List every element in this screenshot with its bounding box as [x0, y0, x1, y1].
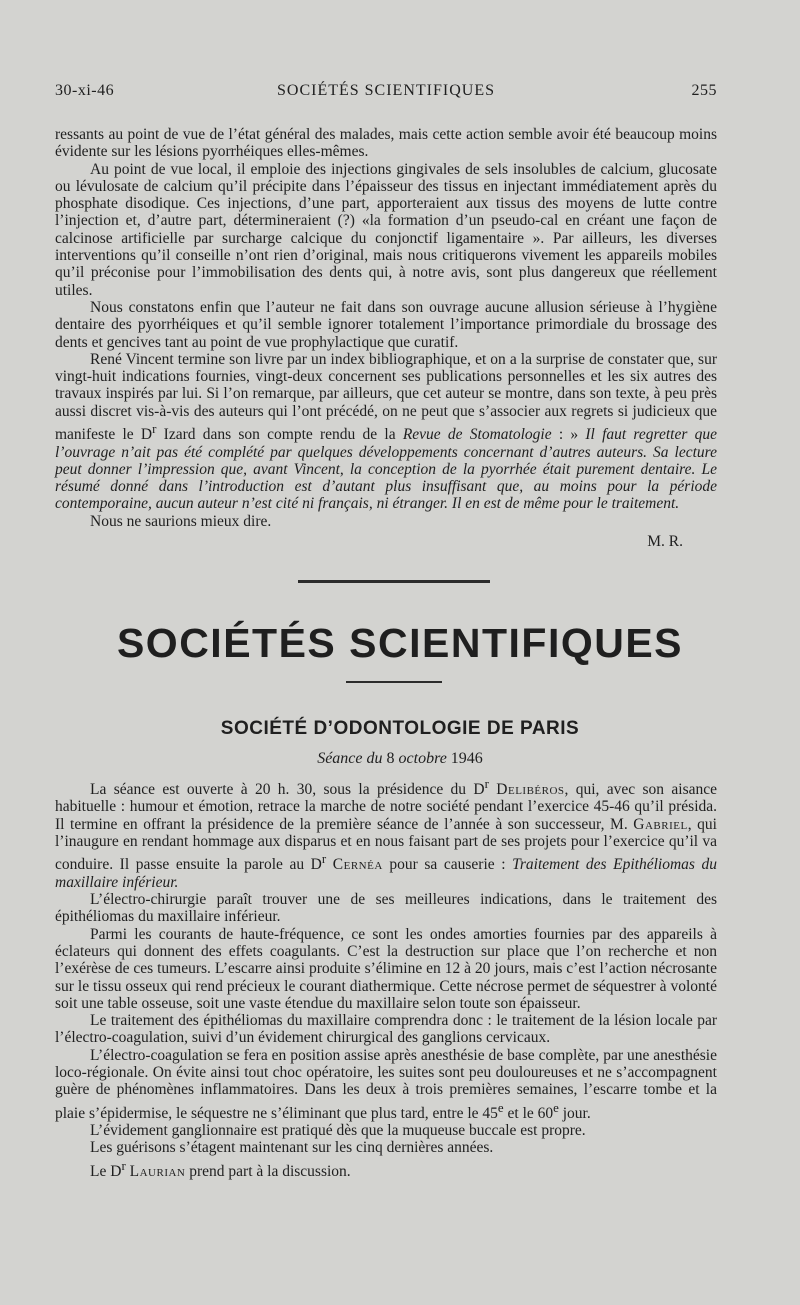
- session-paragraph: Parmi les courants de haute-fréquence, ce sont les ondes amorties fournies par des appareils à éclateurs qui donnent des effets coagulants. C’est la destruction sur place que l’on recherche et non l’exérèse de ces tumeurs. L’escarre ainsi produite s’élimine en 12 à 20 jours, mais c’est l’action nécrosante sur le tissu osseux qui rend précieux le courant diathermique. Cette nécrose permet de séquestrer à volonté soit une table osseuse, soit une vaste étendue du maxillaire selon toute son épaisseur.: [55, 925, 717, 1012]
- review-signature: M. R.: [647, 532, 683, 550]
- text-run: L’électro-coagulation se fera en position assise après anesthésie de base complète, par une anesthésie loco-régionale. On évite ainsi tout choc opératoire, les suites sont peu douloureuses et ne s’accompagnent guère de phénomènes inflammatoires. Dans les deux à trois premières semaines, l’escarre tombe et la plaie s’épidermise, le séquestre ne s’éliminant que plus tard, entre le 45: [55, 1046, 717, 1122]
- session-year: 1946: [450, 750, 483, 767]
- person-name: Delibéros: [496, 781, 565, 799]
- superscript: r: [484, 776, 489, 791]
- review-paragraph: [55, 351, 717, 513]
- session-paragraph: [55, 1157, 717, 1180]
- section-divider: [298, 580, 490, 583]
- book-review: [55, 126, 717, 550]
- person-name: Laurian: [129, 1162, 186, 1180]
- session-date: [0, 750, 800, 768]
- session-day: 8: [386, 750, 395, 767]
- page-number: 255: [691, 82, 717, 99]
- text-run: , qui, avec son aisance habituelle : humour et émotion, retrace la marche de notre société pendant l’exercice 45-46 qu’il présida. Il termine en offrant la présidence de la première séance de l’année à son successeur, M.: [55, 781, 718, 833]
- session-label: Séance du: [317, 750, 383, 767]
- session-paragraph: L’évidement ganglionnaire est pratiqué dès que la muqueuse buccale est propre.: [90, 1122, 586, 1140]
- session-report: [55, 775, 717, 1180]
- session-paragraph: [55, 1047, 717, 1122]
- superscript: r: [152, 421, 157, 437]
- title-abbrev: D: [473, 781, 485, 799]
- review-paragraph: Au point de vue local, il emploie des injections gingivales de sels insolubles de calcium, glucosate ou lévulosate de calcium qu’il précipite dans l’épaisseur des tissus en injectant immédiatement après du phosphate disodique. Ces injections, d’une part, apporteraient aux tissus des moyens de lutte contre l’injection et, d’autre part, détermineraient (?) «la formation d’un pseudo-cal en créant une façon de calcinose artificielle par surcharge calcique du conjonctif ligamentaire ». Par ailleurs, les diverses interventions qu’il conseille n’ont rien d’original, mais nous critiquerons vivement les appareils mobiles qu’il préconise pour l’immobilisation des dents qui, à notre avis, sont plus dangereux que réellement utiles.: [55, 160, 717, 299]
- quotation: Il faut regretter que l’ouvrage n’ait pas été complété par quelques développements concernant d’autres auteurs. Sa lecture peut donner l’impression que, avant Vincent, la conception de la pyorrhée était purement dentaire. Le résumé donné dans l’introduction est d’autant plus insuffisant que, au moins pour la période contemporaine, aucun auteur n’est cité ni français, ni étranger. Il en est de même pour le traitement.: [55, 426, 717, 513]
- text-run: prend part à la discussion.: [185, 1162, 351, 1180]
- text-run: , qui l’inaugure en rendant hommage aux disparus et en nous faisant part de ses projets pour l’exercice qu’il va conduire. Il passe ensuite la parole au: [55, 815, 717, 874]
- superscript: e: [497, 1099, 504, 1115]
- running-title: SOCIÉTÉS SCIENTIFIQUES: [276, 82, 495, 99]
- review-paragraph: ressants au point de vue de l’état général des malades, mais cette action semble avoir été beaucoup moins évidente sur les lésions pyorrhéiques elles-mêmes.: [55, 126, 717, 161]
- text-run: René Vincent termine son livre par un index bibliographique, et on a la surprise de constater que, sur vingt-huit indications fournies, vingt-deux concernent ses publications personnelles et les six autres des travaux inspirés par lui. Si l’on remarque, par ailleurs, que cet auteur se montre, dans son texte, à peu près aussi discret vis-à-vis des auteurs qui l’ont précédé, on ne peut que s’associer aux regrets si judicieux que manifeste le: [55, 350, 717, 444]
- section-title: SOCIÉTÉS SCIENTIFIQUES: [116, 620, 684, 666]
- text-run: pour sa causerie :: [382, 856, 513, 874]
- text-run: jour.: [558, 1104, 591, 1122]
- society-heading: SOCIÉTÉ D’ODONTOLOGIE DE PARIS: [220, 718, 580, 739]
- talk-title: Traitement des Epithéliomas du maxillaire inférieur.: [55, 856, 718, 891]
- text-run: : »: [551, 426, 586, 444]
- session-paragraph: [55, 775, 717, 891]
- title-abbrev: D: [310, 856, 322, 874]
- session-month: octobre: [398, 750, 447, 767]
- review-paragraph: Nous ne saurions mieux dire.: [90, 512, 272, 530]
- title-abbrev: D: [110, 1162, 122, 1180]
- person-name: Gabriel: [633, 815, 688, 833]
- session-paragraph: L’électro-chirurgie paraît trouver une de ses meilleures indications, dans le traitement des épithéliomas du maxillaire inférieur.: [55, 891, 717, 926]
- superscript: r: [121, 1157, 126, 1173]
- journal-name: Revue de Stomatologie: [402, 426, 552, 444]
- session-paragraph: Le traitement des épithéliomas du maxillaire comprendra donc : le traitement de la lésion locale par l’électro-coagulation, suivi d’un évidement chirurgical des ganglions cervicaux.: [55, 1012, 717, 1047]
- review-paragraph: Nous constatons enfin que l’auteur ne fait dans son ouvrage aucune allusion sérieuse à l’hygiène dentaire des pyorrhéiques et qu’il semble ignorer totalement l’importance primordiale du brossage des dents et gencives tant au point de vue prophylactique que curatif.: [55, 298, 717, 351]
- title-abbrev: D: [140, 426, 153, 444]
- superscript: r: [321, 851, 327, 867]
- superscript: e: [553, 1099, 559, 1115]
- session-paragraph: Les guérisons s’étagent maintenant sur les cinq dernières années.: [90, 1139, 494, 1157]
- section-divider-short: [346, 681, 442, 683]
- text-run: Le: [90, 1162, 111, 1180]
- person-name: Cernéa: [332, 856, 383, 874]
- text-run: et le 60: [503, 1104, 554, 1122]
- text-run: La séance est ouverte à 20 h. 30, sous la présidence du: [90, 781, 474, 799]
- issue-date: 30-xi-46: [55, 82, 115, 99]
- text-run: Izard dans son compte rendu de la: [156, 426, 403, 444]
